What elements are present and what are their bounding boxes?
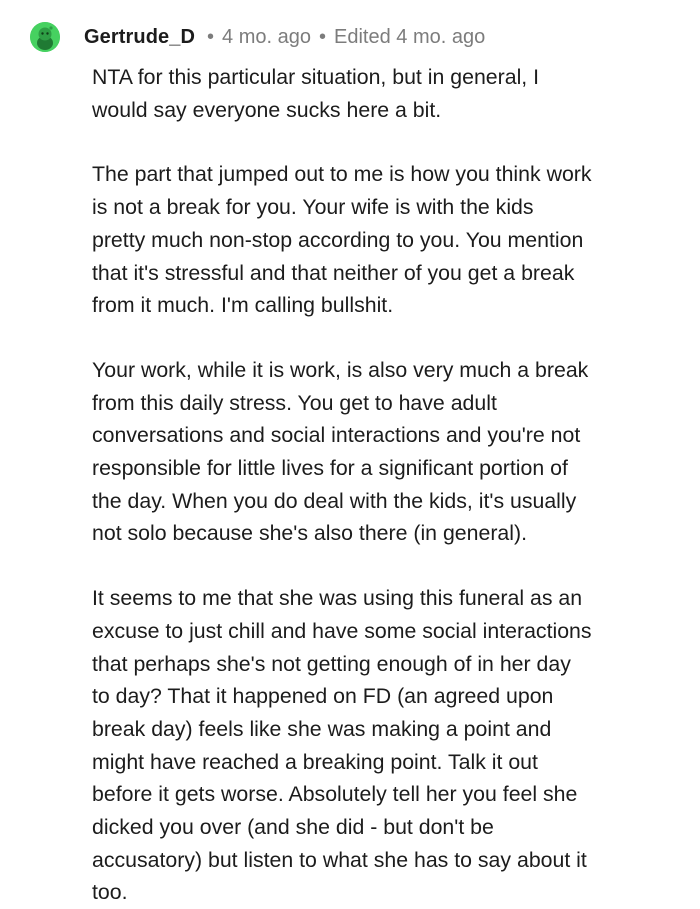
comment-header xyxy=(30,18,485,56)
comment-paragraph: It seems to me that she was using this funeral as an excuse to just chill and have some social interactions that perhaps she's not getting enough of in her day to day? That it happened on FD (an agreed upon break day) feels like she was making a point and might have reached a breaking point. Talk it out before it gets worse. Absolutely tell her you feel she dicked you over (and she did - but don't be accusatory) but listen to what she has to say about it too. xyxy=(92,586,592,905)
comment-timestamp[interactable]: 4 mo. ago xyxy=(222,25,311,48)
comment-author[interactable]: Gertrude_D xyxy=(84,25,196,48)
avatar[interactable] xyxy=(30,22,60,52)
meta-separator: • xyxy=(319,25,327,48)
comment-paragraph: NTA for this particular situation, but in general, I would say everyone sucks here a bit. xyxy=(92,65,540,122)
comment-paragraph: The part that jumped out to me is how you think work is not a break for you. Your wife is with the kids pretty much non-stop according to you. You mention that it's stressful and that neither of you get a break from it much. I'm calling bullshit. xyxy=(92,162,592,318)
snoo-avatar-icon xyxy=(30,22,60,52)
meta-separator: • xyxy=(207,25,215,48)
comment-edited-label: Edited 4 mo. ago xyxy=(334,25,486,48)
comment-paragraph: Your work, while it is work, is also very much a break from this daily stress. You get to have adult conversations and social interactions and you're not responsible for little lives for a significant portion of the day. When you do deal with the kids, it's usually not solo because she's also there (in general). xyxy=(92,357,589,546)
comment-body xyxy=(92,61,667,909)
